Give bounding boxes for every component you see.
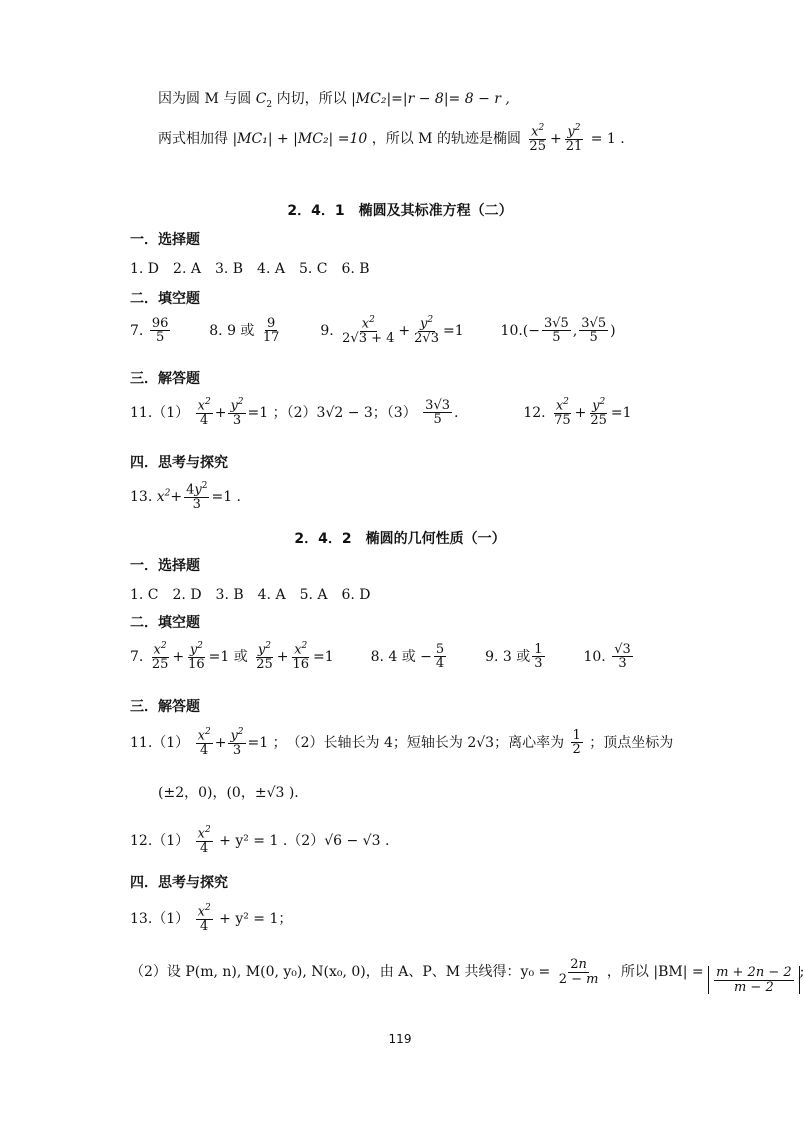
heading-choice-1: 一．选择题 xyxy=(130,232,200,248)
solve-answer-11: 11.（1） $\frac{x^2}{4}$ + $\frac{y^2}{3}$ =1 ； （2）长轴长为 4；短轴长为 2√3；离心率为 $\frac{1}{2}$ ；顶点坐标为 xyxy=(130,727,674,758)
continuation-line-2: 两式相加得 |MC₁| + |MC₂| =10 ，所以 M 的轨迹是椭圆 $\frac{x^2}{25}$ + $\frac{y^2}{21}$ = 1 . xyxy=(158,123,625,154)
heading-think-2: 四．思考与探究 xyxy=(130,875,228,891)
heading-fill-2: 二．填空题 xyxy=(130,615,200,631)
choice-answers-2: 1. C 2. D 3. B 4. A 5. A 6. D xyxy=(130,587,371,603)
section-title-2-4-1: 2．4．1 椭圆及其标准方程（二） xyxy=(287,203,513,219)
heading-fill-1: 二．填空题 xyxy=(130,291,200,307)
solve-answer-12: 12.（1） $\frac{x^2}{4}$ + y² = 1 .（2）√6 − √3 . xyxy=(130,825,390,856)
page-number: 119 xyxy=(388,1032,412,1046)
solve-answers-1: 11.（1） $\frac{x^2}{4}$ + $\frac{y^2}{3}$ =1 ；（2）3√2 − 3；（3） $\frac{3√3}{5}$ . 12. $\frac{x^2}{75}$ + $\frac{y^2}{25}$ =1 xyxy=(130,397,632,428)
think-answer-13-1: 13.（1） $\frac{x^2}{4}$ + y² = 1； xyxy=(130,903,293,934)
heading-think-1: 四．思考与探究 xyxy=(130,455,228,471)
think-answer-1: 13. $x^2+$ $\frac{4y^2}{3}$ =1 . xyxy=(130,481,242,512)
continuation-line-1: 因为圆 M 与圆 $C_2$ 内切，所以 |MC₂|=|r − 8|= 8 − r , xyxy=(158,91,510,110)
heading-choice-2: 一．选择题 xyxy=(130,558,200,574)
solve-answer-11-vertices: (±2，0)，(0，±√3 ). xyxy=(158,785,299,801)
fill-answers-2: 7. $\frac{x^2}{25}$ + $\frac{y^2}{16}$ =1 或 $\frac{y^2}{25}$ + $\frac{x^2}{16}$ =1 8. 4 或 − $\frac{5}{4}$ 9. 3 或 $\frac{1}{3}$ 10. $\frac{√3}{3}$ xyxy=(130,641,631,672)
fill-answers-1: 7. $\frac{96}{5}$ 8. 9 或 $\frac{9}{17}$ 9. $\frac{x^2}{2√3 + 4}$ + $\frac{y^2}{2√3}$ =1 10.(− $\frac{3√5}{5}$ , $\frac{3√5}{5}$ ) xyxy=(130,315,616,346)
heading-solve-1: 三．解答题 xyxy=(130,371,200,387)
heading-solve-2: 三．解答题 xyxy=(130,699,200,715)
section-title-2-4-2: 2．4．2 椭圆的几何性质（一） xyxy=(294,531,506,547)
choice-answers-1: 1. D 2. A 3. B 4. A 5. C 6. B xyxy=(130,261,370,277)
think-answer-13-2: （2）设 P(m, n), M(0, y₀), N(x₀, 0)，由 A、P、M 共线得：y₀ = $\frac{2n}{2 - m}$ ，所以 |BM| = $\frac{m + 2n - 2}{m - 2}$ ; xyxy=(130,957,804,995)
